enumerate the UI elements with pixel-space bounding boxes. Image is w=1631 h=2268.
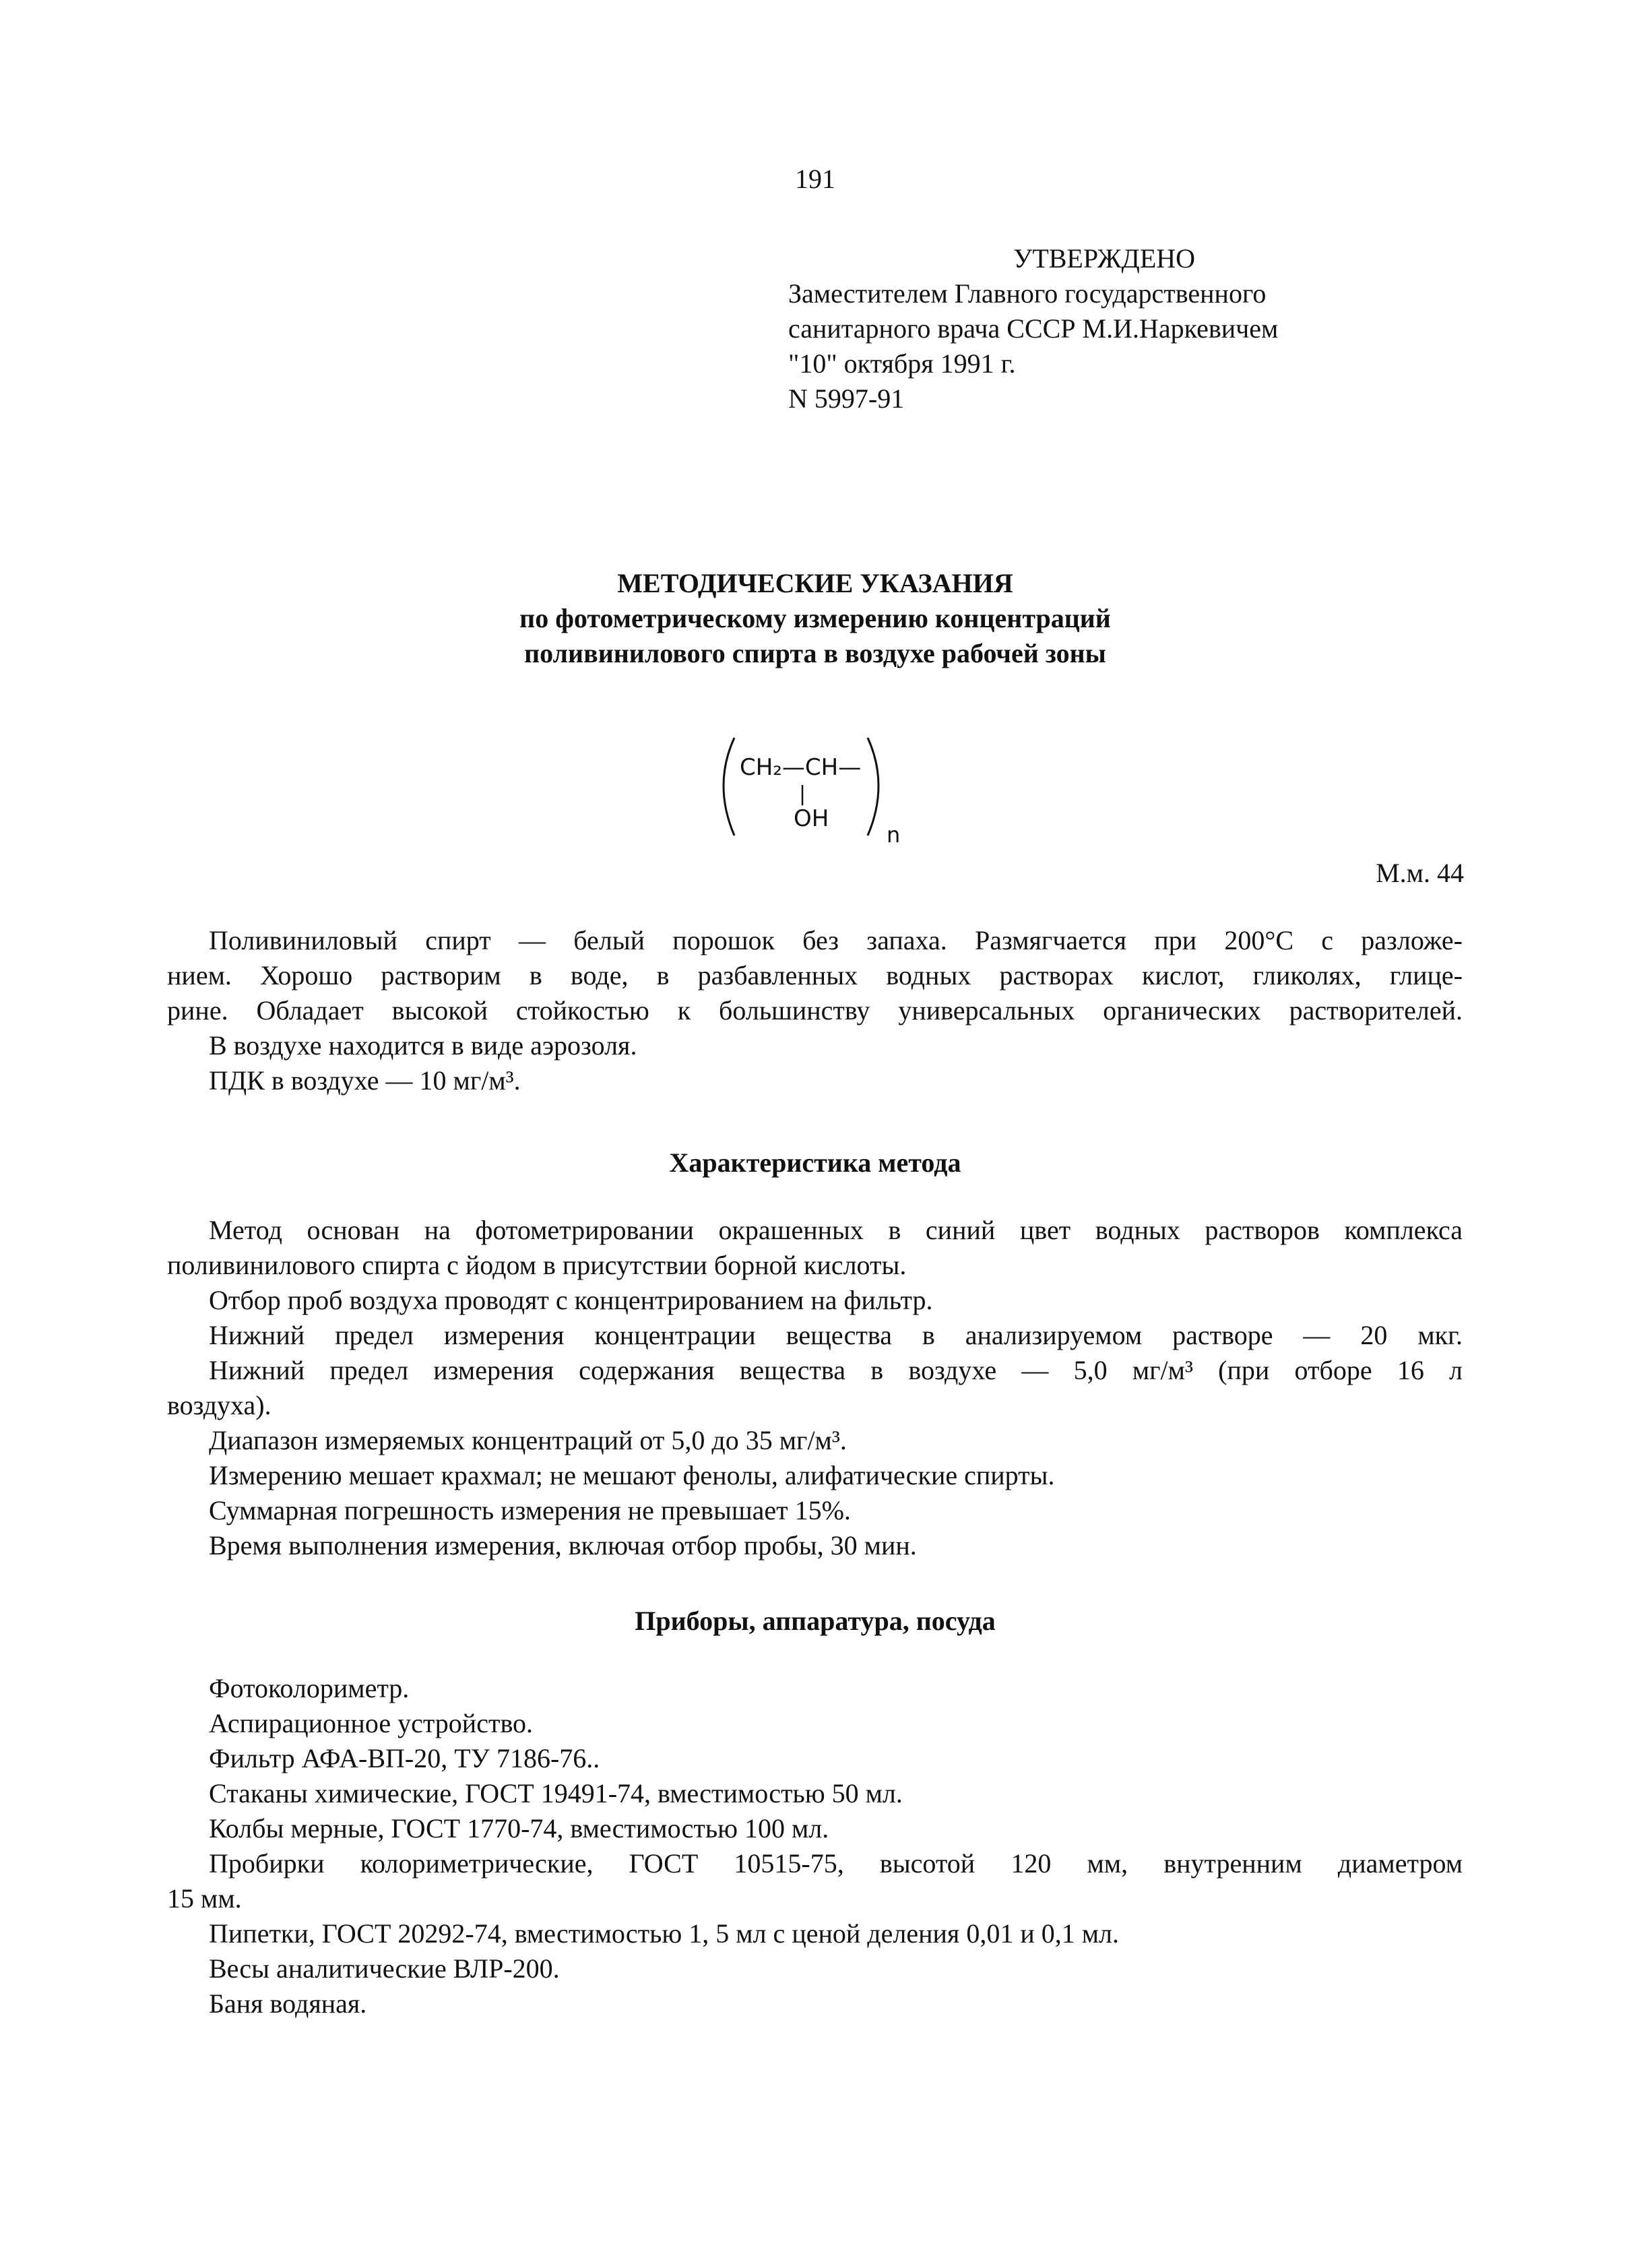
text-line: ПДК в воздухе — 10 мг/м³. (209, 1065, 521, 1096)
text-line: Измерению мешает крахмал; не мешают фенолы, алифатические спирты. (209, 1460, 1055, 1490)
formula-left-bracket (724, 738, 734, 836)
approval-line: Заместителем Главного государственного (788, 278, 1267, 309)
formula-bond: | (799, 782, 806, 806)
page-number: 191 (795, 164, 835, 194)
approval-line: санитарного врача СССР М.И.Наркевичем (788, 313, 1279, 344)
list-item: Весы аналитические ВЛР-200. (209, 1953, 560, 1984)
list-item: Фильтр АФА-ВП-20, ТУ 7186-76.. (209, 1743, 600, 1773)
title-subtitle: по фотометрическому измерению концентраций (519, 603, 1111, 633)
document-title (269, 566, 1361, 671)
intro-paragraph (167, 923, 1463, 1098)
text-line: Поливиниловый спирт — белый порошок без запаха. Размягчается при 200°С с разложе- (209, 925, 1463, 955)
list-item: Стаканы химические, ГОСТ 19491-74, вместимостью 50 мл. (209, 1778, 903, 1808)
formula-group: CH₂—CH— (740, 754, 862, 781)
text-line: воздуха). (167, 1390, 271, 1420)
text-line: В воздухе находится в виде аэрозоля. (209, 1030, 637, 1061)
approval-heading: УТВЕРЖДЕНО (1013, 243, 1196, 274)
section-heading-method: Характеристика метода (669, 1147, 961, 1178)
text-line: Суммарная погрешность измерения не превышает 15%. (209, 1495, 851, 1525)
text-line: Время выполнения измерения, включая отбор пробы, 30 мин. (209, 1530, 917, 1561)
title-subtitle: поливинилового спирта в воздухе рабочей зоны (524, 638, 1106, 668)
text-line: Диапазон измеряемых концентраций от 5,0 до 35 мг/м³. (209, 1425, 847, 1455)
method-paragraph (167, 1213, 1463, 1563)
title-main: МЕТОДИЧЕСКИЕ УКАЗАНИЯ (617, 568, 1013, 598)
equipment-list (167, 1671, 1463, 2021)
list-item: Аспирационное устройство. (209, 1708, 534, 1738)
list-item: Фотоколориметр. (209, 1673, 410, 1703)
text-line: Отбор проб воздуха проводят с концентрированием на фильтр. (209, 1285, 933, 1315)
list-item: 15 мм. (167, 1883, 242, 1914)
list-item: Баня водяная. (209, 1988, 367, 2019)
formula-right-bracket (868, 738, 878, 836)
approval-block (788, 241, 1278, 416)
text-line: Нижний предел измерения содержания вещества в воздухе — 5,0 мг/м³ (при отборе 16 л (209, 1355, 1463, 1385)
molar-mass: М.м. 44 (1376, 858, 1464, 888)
text-line: нием. Хорошо растворим в воде, в разбавленных водных растворах кислот, гликолях, глице- (167, 960, 1463, 990)
section-heading-equipment: Приборы, аппаратура, посуда (635, 1606, 996, 1636)
list-item: Пробирки колориметрические, ГОСТ 10515-75, высотой 120 мм, внутренним диаметром (209, 1848, 1463, 1879)
list-item: Колбы мерные, ГОСТ 1770-74, вместимостью 100 мл. (209, 1813, 829, 1844)
text-line: рине. Обладает высокой стойкостью к большинству универсальных органических растворителей. (167, 995, 1463, 1026)
list-item: Пипетки, ГОСТ 20292-74, вместимостью 1, 5 мл с ценой деления 0,01 и 0,1 мл. (209, 1918, 1119, 1949)
text-line: Метод основан на фотометрировании окрашенных в синий цвет водных растворов комплекса (209, 1215, 1463, 1245)
formula-subscript-n: n (887, 822, 901, 848)
text-line: поливинилового спирта с йодом в присутствии борной кислоты. (167, 1250, 907, 1280)
approval-number: N 5997-91 (788, 383, 905, 414)
text-line: Нижний предел измерения концентрации вещества в анализируемом растворе — 20 мкг. (209, 1320, 1463, 1350)
structural-formula (707, 728, 909, 849)
approval-line: "10" октября 1991 г. (788, 348, 1016, 379)
formula-oh: OH (794, 805, 829, 832)
